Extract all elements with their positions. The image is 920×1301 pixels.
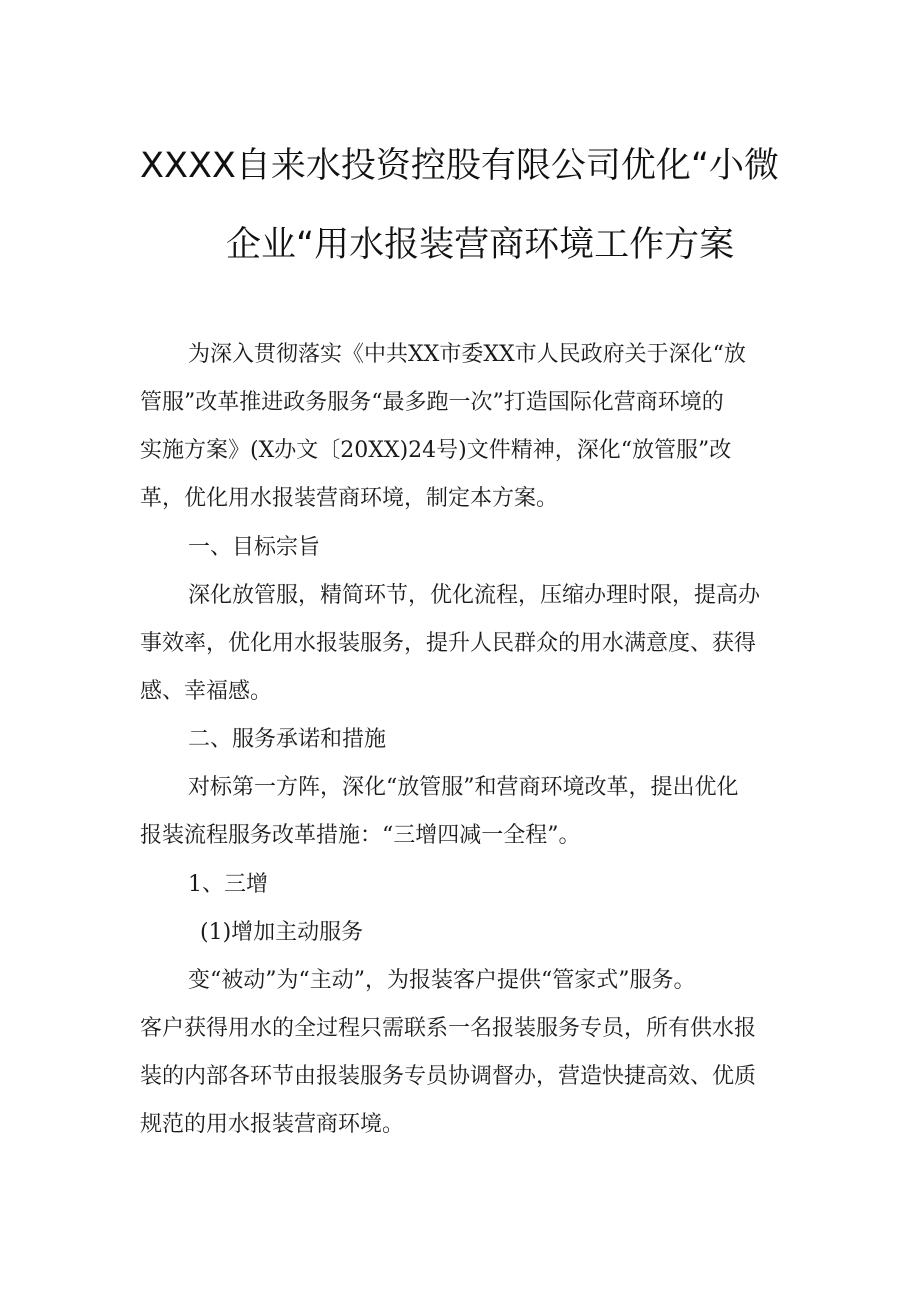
document-title-line-1: XXXX自来水投资控股有限公司优化“小微 [140,146,780,186]
section-1-heading: 一、目标宗旨 [188,535,321,560]
section-2-line-2: 报装流程服务改革措施：“三增四减一全程”。 [140,823,581,848]
section-2-heading: 二、服务承诺和措施 [188,727,387,752]
document-title-line-2: 企业“用水报装营商环境工作方案 [226,225,735,265]
subsection-1-heading: 1、三增 [188,872,268,897]
intro-line-4: 革，优化用水报装营商环境，制定本方案。 [140,486,559,511]
intro-line-1: 为深入贯彻落实《中共XX市委XX市人民政府关于深化“放 [188,342,746,367]
section-1-line-1: 深化放管服，精简环节，优化流程，压缩办理时限，提高办 [188,583,761,608]
subsection-1-item-1-line-2: 客户获得用水的全过程只需联系一名报装服务专员，所有供水报 [140,1016,757,1041]
section-2-line-1: 对标第一方阵，深化“放管服”和营商环境改革，提出优化 [188,775,739,800]
section-1-line-3: 感、幸福感。 [140,679,273,704]
subsection-1-item-1-line-1: 变“被动”为“主动”，为报装客户提供“管家式”服务。 [188,968,696,993]
subsection-1-item-1-line-4: 规范的用水报装营商环境。 [140,1112,405,1137]
section-1-line-2: 事效率，优化用水报装服务，提升人民群众的用水满意度、获得 [140,631,757,656]
subsection-1-item-1-line-3: 装的内部各环节由报装服务专员协调督办，营造快捷高效、优质 [140,1064,757,1089]
intro-line-3: 实施方案》(X办文〔20XX)24号)文件精神，深化“放管服”改 [140,438,732,463]
subsection-1-item-1-heading: (1)增加主动服务 [200,920,364,945]
intro-line-2: 管服”改革推进政务服务“最多跑一次”打造国际化营商环境的 [140,390,724,415]
